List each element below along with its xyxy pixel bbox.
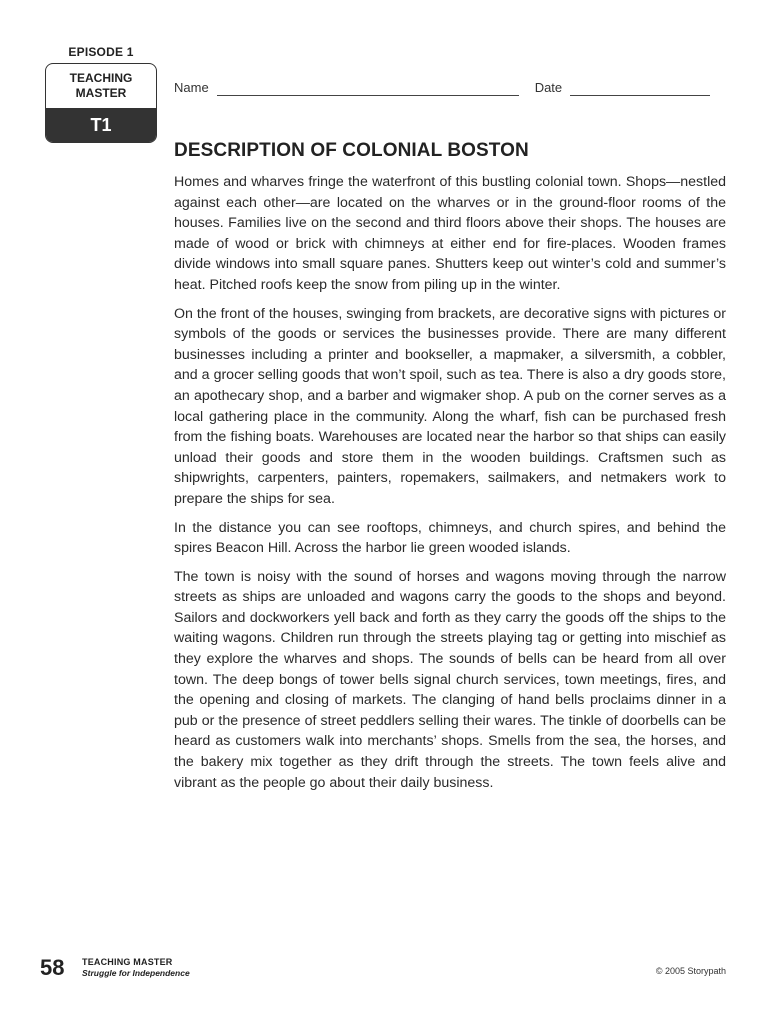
date-label: Date (534, 80, 563, 95)
name-label: Name (174, 80, 209, 95)
date-field-line[interactable] (570, 81, 710, 96)
teaching-master-badge (45, 63, 157, 143)
episode-label: EPISODE 1 (68, 45, 134, 59)
footer-title: TEACHING MASTER (82, 957, 173, 967)
paragraph: The town is noisy with the sound of horses and wagons moving through the narrow streets as ships are unloaded and wagons carry the goods to the shops and beyond. Sailors and dockworkers yell back and forth as they carry the goods off the ships to the waiting wagons. Children run through the streets playing tag or getting into mischief as they explore the wharves and shops. The sounds of bells can be heard from all over town. The deep bongs of tower bells signal church services, town meetings, fires, and the opening and closing of markets. The clanging of hand bells proclaims dinner in a pub or the presence of street peddlers selling their wares. The tinkle of doorbells can be heard as customers walk into merchants’ shops. Smells from the sea, the horses, and the bakery mix together as they drift through the streets. The town feels alive and vibrant as the people go about their daily business. (174, 568, 726, 791)
paragraph: In the distance you can see rooftops, chimneys, and church spires, and behind the spires Beacon Hill. Across the harbor lie green wooded islands. (174, 519, 726, 557)
badge-label (46, 71, 156, 101)
document-title: DESCRIPTION OF COLONIAL BOSTON (174, 140, 529, 161)
copyright: © 2005 Storypath (655, 966, 726, 976)
paragraph: Homes and wharves fringe the waterfront of this bustling colonial town. Shops—nestled against each other—are located on the wharves or in the ground-floor rooms of the houses. Families live on the second and third floors above their shops. The houses are made of wood or brick with chimneys at either end for fire-places. Wooden frames divide windows into small square panes. Shutters keep out winter’s cold and summer’s heat. Pitched roofs keep the snow from piling up in the winter. (174, 174, 726, 293)
badge-label-line2: MASTER (75, 86, 127, 100)
name-date-row (174, 80, 726, 96)
body-text (174, 172, 726, 801)
footer-subtitle: Struggle for Independence (82, 968, 190, 978)
page-number: 58 (40, 955, 65, 980)
paragraph: On the front of the houses, swinging from brackets, are decorative signs with pictures or symbols of the goods or services the businesses provide. There are many different businesses including a printer and bookseller, a mapmaker, a silversmith, a cobbler, and a grocer selling goods that won’t spoil, such as tea. There is also a dry goods store, an apothecary shop, and a barber and wigmaker shop. A pub on the corner serves as a local gathering place in the community. Along the wharf, fish can be purchased fresh from the fishing boats. Warehouses are located near the harbor so that ships can easily unload their goods and store them in the wooden buildings. Craftsmen such as shipwrights, carpenters, painters, ropemakers, sailmakers, and netmakers work to prepare the ships for sea. (174, 305, 726, 507)
footer-source (82, 957, 190, 979)
badge-label-line1: TEACHING (69, 71, 133, 85)
badge-code: T1 (46, 108, 156, 142)
name-field-line[interactable] (217, 81, 519, 96)
